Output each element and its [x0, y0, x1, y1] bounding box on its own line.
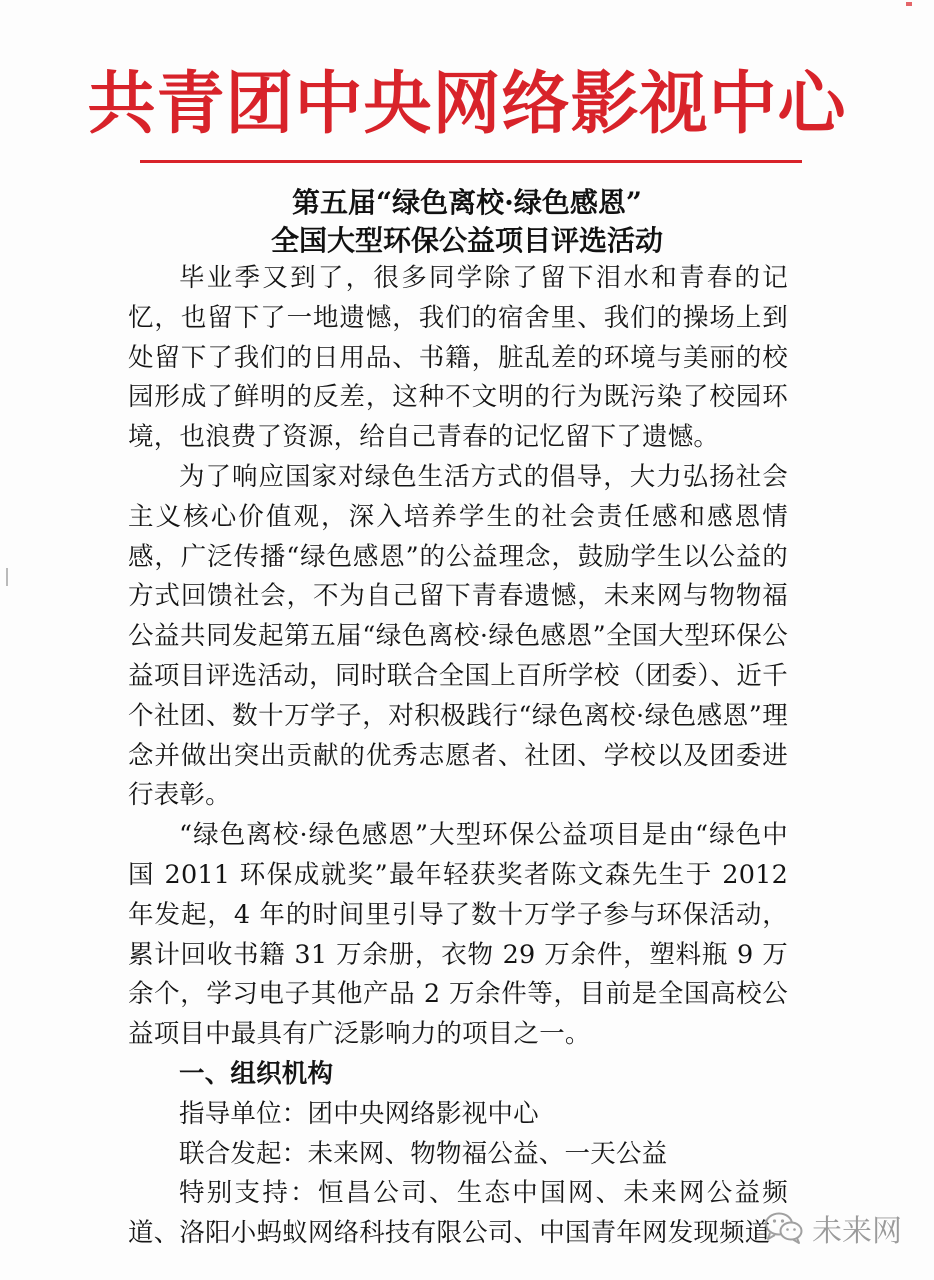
corner-mark [906, 2, 912, 6]
letterhead-red-rule [140, 160, 802, 163]
scan-edge-mark [6, 568, 8, 586]
source-watermark [764, 1208, 902, 1248]
watermark-label: 未来网 [812, 1214, 902, 1249]
org-line-support: 特别支持：恒昌公司、生态中国网、未来网公益频道、洛阳小蚂蚁网络科技有限公司、中国青年网发现频道 [128, 1178, 788, 1249]
letterhead-title: 共青团中央网络影视中心 [87, 64, 847, 144]
document-title-line-1: 第五届“绿色离校·绿色感恩” [292, 186, 642, 219]
document-body [128, 259, 788, 1254]
wechat-icon [764, 1211, 804, 1245]
paragraph-2: 为了响应国家对绿色生活方式的倡导，大力弘扬社会主义核心价值观，深入培养学生的社会责任感和感恩情感，广泛传播“绿色感恩”的公益理念，鼓励学生以公益的方式回馈社会，不为自己留下青春遗憾，未来网与物物福公益共同发起第五届“绿色离校·绿色感恩”全国大型环保公益项目评选活动，同时联合全国上百所学校（团委）、近千个社团、数十万学子，对积极践行“绿色离校·绿色感恩”理念并做出突出贡献的优秀志愿者、社团、学校以及团委进行表彰。 [128, 461, 788, 811]
org-line-guide: 指导单位：团中央网络影视中心 [179, 1098, 539, 1129]
section-heading: 一、组织机构 [179, 1058, 334, 1089]
paragraph-1: 毕业季又到了，很多同学除了留下泪水和青春的记忆，也留下了一地遗憾，我们的宿舍里、我们的操场上到处留下了我们的日用品、书籍，脏乱差的环境与美丽的校园形成了鲜明的反差，这种不文明的行为既污染了校园环境，也浪费了资源，给自己青春的记忆留下了遗憾。 [128, 263, 788, 453]
document-title-line-2: 全国大型环保公益项目评选活动 [270, 224, 663, 257]
paragraph-3: “绿色离校·绿色感恩”大型环保公益项目是由“绿色中国 2011 环保成就奖”最年轻获奖者陈文森先生于 2012 年发起，4 年的时间里引导了数十万学子参与环保活动，累计回收书籍 31 万余册，衣物 29 万余件，塑料瓶 9 万余个，学习电子其他产品 2 万余件等，目前是全国高校公益项目中最具有广泛影响力的项目之一。 [128, 820, 788, 1050]
org-line-initiators: 联合发起：未来网、物物福公益、一天公益 [179, 1138, 668, 1169]
